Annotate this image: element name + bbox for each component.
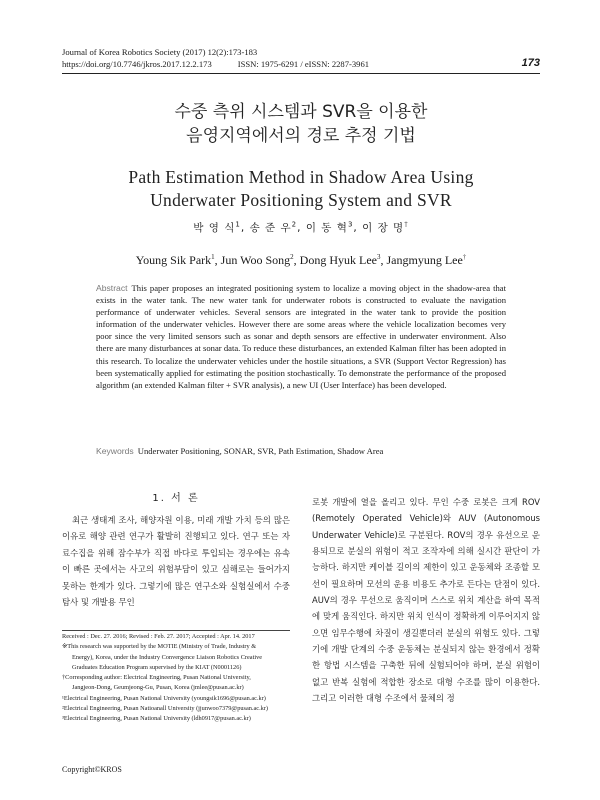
doi-link[interactable]: https://doi.org/10.7746/jkros.2017.12.2.173: [62, 59, 212, 69]
author-affiliation-note: ²Electrical Engineering, Pusan Natioanall University (jjunwoo7379@pusan.ac.kr): [62, 705, 268, 713]
korean-author-list: 박 영 식$^1$, 송 준 우$^2$, 이 동 혁$^3$, 이 장 명†: [193, 220, 409, 234]
abstract-label: Abstract: [96, 283, 128, 293]
funding-note: ※This research was supported by the MOTIE (Ministry of Trade, Industry &: [62, 643, 257, 651]
corresponding-author-note: †Corresponding author: Electrical Engineering, Pusan National University,: [62, 674, 251, 682]
affiliation-mark: 3: [347, 220, 354, 229]
corresponding-mark: †: [404, 220, 409, 229]
author-name: 송 준 우: [249, 222, 292, 234]
intro-right-column: 로봇 개발에 열을 올리고 있다. 무인 수중 로봇은 크게 ROV (Remotely Operated Vehicle)와 AUV (Autonomous Underwater Vehicle)로 구분된다. ROV의 경우 유선으로 운용되므로 분실의 위험이 적고 조작자에 의해 실시간 판단이 가능하다. 하지만 케이블 길이의 제한이 있고 운동체와 조종할 모선이 필요하며 모선의 운용 비용도 추가로 든다는 단점이 있다. AUV의 경우 무선으로 움직이며 스스로 위치 계산을 하여 목적에 맞게 움직인다. 하지만 위치 인식이 정확하게 이루어지지 않으면 임무수행에 차질이 생길뿐더러 분실의 위험도 있다. 그렇기에 개발 단계의 수중 운동체는 분실되지 않는 환경에서 정확한 항법 시스템을 구축한 뒤에 실험되어야 하며, 분실 위험이 없고 반복 실험에 적합한 장소로 대형 수조를 많이 이용한다. 그리고 이러한 대형 수조에서 물체의 정: [312, 497, 540, 704]
abstract-text: This paper proposes an integrated positioning system to localize a moving object in the shadow-area that exists in the water tank. The new water tank for underwater robots is constructed to evaluate the navigation performance of underwater vehicles. Several sensors are integrated in the water tank to provide the position information of the underwater vehicles. However there are some areas where the vehicle localization becomes very poor since the very limited sensors such as sonar and depth sensors are effective in underwater environment. Also there are many disturbances at sonar data. To reduce these disturbances, an extended Kalman filter has been adopted in this research. To localize the underwater vehicles under the hostile situations, a SVR (Support Vector Regression) has been systematically applied for estimating the position stochastically. To demonstrate the performance of the proposed algorithm (an extended Kalman filter + SVR analysis), a new UI (User Interface) has been developed.: [96, 283, 506, 390]
copyright-notice: Copyright©KROS: [62, 765, 122, 774]
keywords: [96, 445, 506, 457]
journal-header: [62, 46, 540, 70]
korean-title-line: 음영지역에서의 경로 추정 기법: [186, 126, 416, 146]
received-dates: Received : Dec. 27. 2016; Revised : Feb. 27. 2017; Accepted : Apr. 14. 2017: [62, 633, 255, 640]
author-affiliation-note: ¹Electrical Engineering, Pusan National University (youngsik1696@pusan.ac.kr): [62, 694, 266, 702]
issn-text: ISSN: 1975-6291 / eISSN: 2287-3961: [237, 59, 370, 69]
english-title-line: Path Estimation Method in Shadow Area Using: [128, 167, 474, 187]
corresponding-mark: †: [462, 253, 467, 261]
affiliation-mark: 1: [211, 253, 215, 261]
author-affiliation-note: ³Electrical Engineering, Pusan National University (ldh0917@pusan.ac.kr): [62, 715, 251, 723]
author-name: Jun Woo Song: [220, 253, 291, 267]
korean-title-line: 수중 측위 시스템과 SVR을 이용한: [174, 102, 428, 122]
author-name: Jangmyung Lee: [386, 253, 463, 267]
corresponding-author-note: Jangjeon-Dong, Geumjeong-Gu, Pusan, Korea (jmlee@pusan.ac.kr): [72, 684, 244, 692]
footnotes: [62, 632, 290, 725]
page-number: 173: [521, 57, 540, 69]
author-name: Dong Hyuk Lee: [299, 253, 377, 267]
footnote-divider: [62, 630, 290, 631]
keywords-label: Keywords: [96, 446, 134, 456]
doi-line: [62, 58, 540, 70]
affiliation-mark: 1: [235, 220, 241, 229]
english-author-list: Young Sik Park$^1$, Jun Woo Song$^2$, Dong Hyuk Lee$^3$, Jangmyung Lee†: [135, 253, 467, 267]
author-name: 이 동 혁: [305, 222, 348, 234]
korean-title: [62, 100, 540, 148]
abstract: [96, 282, 506, 391]
journal-citation: Journal of Korea Robotics Society (2017) 12(2):173-183: [62, 47, 258, 57]
author-name: Young Sik Park: [135, 253, 212, 267]
affiliation-mark: 3: [376, 253, 381, 261]
funding-note: Energy), Korea, under the Industry Convergence Liaison Robotics Creative: [72, 653, 263, 661]
funding-note: Graduates Education Program supervised by the KIAT (N0001126): [72, 663, 242, 671]
affiliation-mark: 2: [290, 253, 294, 261]
keywords-text: Underwater Positioning, SONAR, SVR, Path Estimation, Shadow Area: [137, 446, 384, 456]
author-name: 박 영 식: [193, 222, 236, 234]
english-title-line: Underwater Positioning System and SVR: [150, 190, 452, 210]
english-title: [62, 166, 540, 212]
affiliation-mark: 2: [291, 220, 298, 229]
section-heading: 1. 서 론: [152, 493, 200, 504]
header-divider: [62, 73, 540, 74]
author-name: 이 장 명: [362, 222, 405, 234]
intro-left-column: 최근 생태계 조사, 해양자원 이용, 미래 개발 가치 등의 많은 이유로 해양 관련 연구가 활발히 진행되고 있다. 연구 또는 자료수집을 위해 잠수부가 직접 바다로 투입되는 경우에는 유속이 빠른 곳에서는 사고의 위험부담이 있고 심해로는 들어가지 못하는 한계가 있다. 그렇기에 많은 연구소와 실험실에서 수중 탐사 및 개발용 무인: [62, 515, 290, 608]
